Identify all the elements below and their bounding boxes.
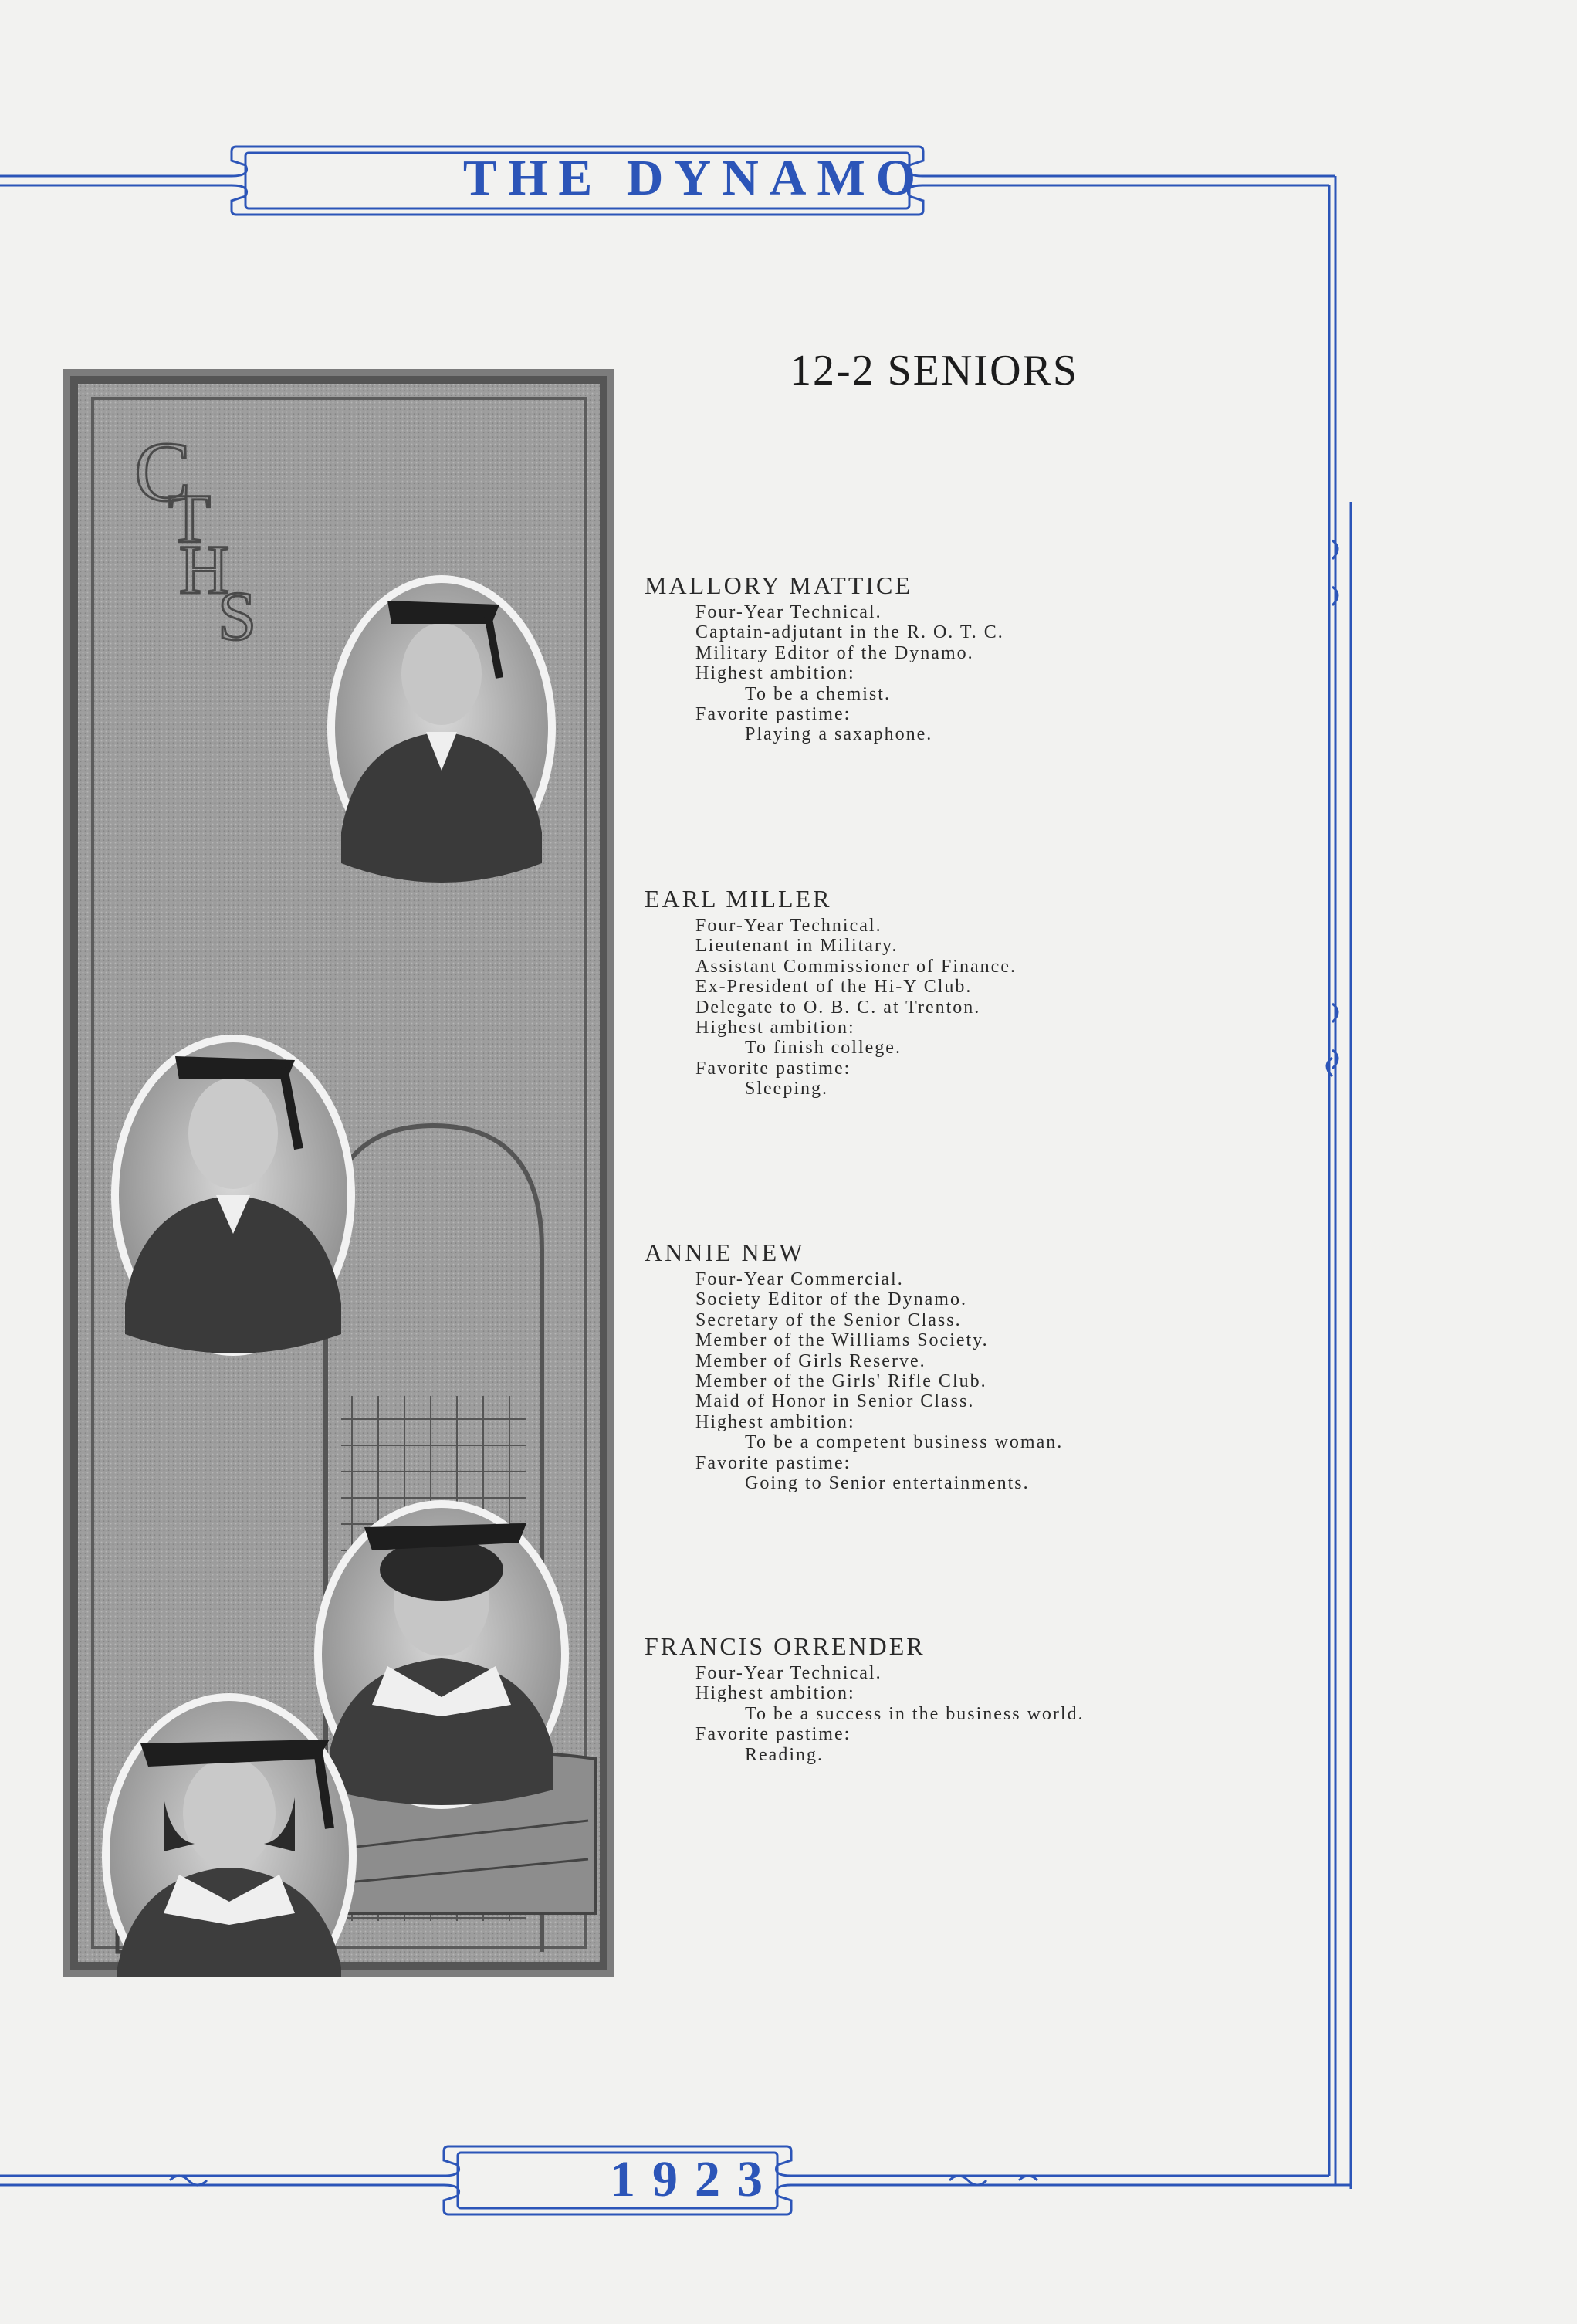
entry-line: Military Editor of the Dynamo. bbox=[695, 642, 974, 663]
monogram-h: H bbox=[179, 532, 229, 608]
section-title: 12-2 SENIORS bbox=[789, 347, 1079, 395]
portrait-mallory-mattice bbox=[327, 575, 556, 883]
entry-line: Reading. bbox=[745, 1744, 824, 1765]
entry-line: Four-Year Technical. bbox=[695, 916, 882, 936]
entry-line: Playing a saxaphone. bbox=[745, 724, 933, 745]
entry-line: Highest ambition: bbox=[695, 1411, 855, 1432]
monogram-t: T bbox=[168, 481, 211, 557]
senior-name: FRANCIS ORRENDER bbox=[645, 1632, 926, 1660]
entry-line: To finish college. bbox=[745, 1038, 902, 1059]
senior-name: MALLORY MATTICE bbox=[645, 571, 912, 599]
entry-line: Sleeping. bbox=[745, 1079, 828, 1099]
entry-line: To be a competent business woman. bbox=[745, 1432, 1064, 1453]
monogram-s: S bbox=[218, 578, 257, 655]
entry-line: Lieutenant in Military. bbox=[695, 936, 898, 957]
entry-line: Favorite pastime: bbox=[695, 704, 851, 725]
entry-line: Assistant Commissioner of Finance. bbox=[695, 956, 1017, 977]
senior-entry bbox=[645, 1237, 1339, 1493]
entry-line: Four-Year Technical. bbox=[695, 602, 882, 622]
entry-line: Society Editor of the Dynamo. bbox=[695, 1289, 967, 1310]
entry-line: Member of Girls Reserve. bbox=[695, 1350, 926, 1371]
senior-name: ANNIE NEW bbox=[645, 1238, 805, 1266]
senior-entry bbox=[645, 1631, 1339, 1765]
portrait-panel bbox=[63, 369, 614, 1977]
entry-line: Delegate to O. B. C. at Trenton. bbox=[695, 997, 981, 1018]
portrait-panel-illustration bbox=[63, 369, 614, 1977]
entry-line: Favorite pastime: bbox=[695, 1452, 851, 1473]
entry-line: Highest ambition: bbox=[695, 1018, 855, 1038]
masthead-title: THE DYNAMO bbox=[462, 150, 927, 206]
portrait-earl-miller bbox=[111, 1035, 355, 1356]
senior-entry bbox=[645, 883, 1339, 1099]
entry-line: Favorite pastime: bbox=[695, 1724, 851, 1745]
portrait-annie-new bbox=[314, 1500, 569, 1809]
entry-line: To be a chemist. bbox=[745, 683, 891, 704]
entry-line: Maid of Honor in Senior Class. bbox=[695, 1391, 975, 1412]
senior-name: EARL MILLER bbox=[645, 885, 832, 913]
entry-line: Highest ambition: bbox=[695, 1683, 855, 1704]
monogram-c: C bbox=[134, 425, 191, 519]
entry-line: To be a success in the business world. bbox=[745, 1703, 1085, 1724]
entry-line: Favorite pastime: bbox=[695, 1058, 851, 1079]
entry-line: Highest ambition: bbox=[695, 663, 855, 684]
entry-line: Ex-President of the Hi-Y Club. bbox=[695, 977, 973, 998]
entry-line: Four-Year Technical. bbox=[695, 1663, 882, 1683]
entry-line: Four-Year Commercial. bbox=[695, 1269, 904, 1289]
entry-line: Going to Senior entertainments. bbox=[745, 1473, 1030, 1494]
senior-entry bbox=[645, 570, 1339, 745]
entry-line: Captain-adjutant in the R. O. T. C. bbox=[695, 622, 1004, 643]
entry-line: Secretary of the Senior Class. bbox=[695, 1309, 962, 1330]
entry-line: Member of the Williams Society. bbox=[695, 1330, 989, 1351]
entry-line: Member of the Girls' Rifle Club. bbox=[695, 1371, 987, 1392]
footer-year: 1923 bbox=[610, 2151, 780, 2207]
